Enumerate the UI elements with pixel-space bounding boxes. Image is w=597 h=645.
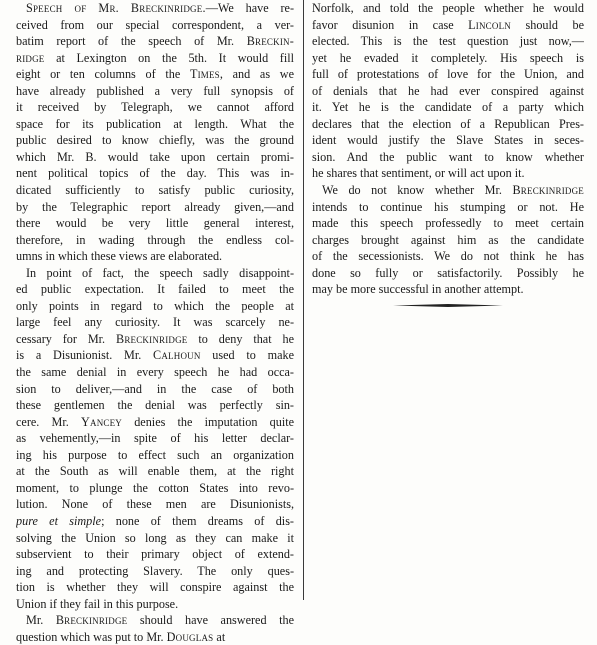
text-line (16, 50, 294, 67)
text-run: nent political topics of the day. This was in- (16, 166, 294, 181)
text-line (16, 215, 294, 232)
text-line (16, 530, 294, 547)
text-run: In point of fact, the speech sadly disappoint- (26, 265, 294, 280)
text-line (16, 149, 294, 166)
text-line (16, 480, 294, 497)
text-line (312, 132, 584, 149)
small-caps-text: ridge (16, 50, 45, 65)
text-line (312, 99, 584, 116)
text-line (16, 397, 294, 414)
text-run: Union if they fail in this purpose. (16, 596, 179, 611)
text-line (312, 0, 584, 17)
text-run: cere. Mr. (16, 414, 81, 429)
text-run: ed public expectation. It failed to meet the (16, 282, 294, 297)
text-line (16, 414, 294, 431)
text-line (16, 232, 294, 249)
text-line (16, 612, 294, 629)
text-line (16, 248, 294, 265)
text-run: solving the Union so long as they can make it (16, 530, 294, 545)
text-line (16, 546, 294, 563)
text-run: which Mr. B. would take upon certain promi- (16, 149, 294, 164)
small-caps-text: Lincoln (468, 17, 511, 32)
text-run: batim report of the speech of Mr. (16, 34, 247, 49)
text-run: at the South as will enable them, at the right (16, 464, 294, 479)
text-run: Mr. (26, 613, 56, 628)
text-run: should have answered the (127, 613, 294, 628)
text-line (16, 0, 294, 17)
text-line (312, 66, 584, 83)
text-run: done so fully or satisfactorily. Possibly he (312, 265, 584, 280)
small-caps-text: Breckin- (246, 34, 294, 49)
text-line (312, 149, 584, 166)
text-run: question which was put to Mr. (16, 629, 167, 644)
text-run: intends to continue his stumping or not. He (312, 199, 584, 214)
text-run: We do not know whether Mr. (322, 183, 513, 198)
text-run: ceived from our special correspondent, a ver- (16, 17, 294, 32)
text-run: as vehemently,—in spite of his letter declar- (16, 431, 294, 446)
text-run: tion is whether they will conspire against the (16, 580, 294, 595)
text-run: may be more successful in another attempt. (312, 282, 524, 297)
text-run: therefore, in wading through the endless col- (16, 232, 294, 247)
text-run: of the secessionists. We do not think he has (312, 249, 584, 264)
text-run: it received by Telegraph, we cannot afford (16, 100, 294, 115)
text-run: ; none of them dreams of dis- (101, 513, 294, 528)
text-line (16, 99, 294, 116)
text-run: moment, to plunge the cotton States into revo- (16, 480, 294, 495)
text-line (312, 165, 584, 182)
text-line (312, 50, 584, 67)
text-run: at (213, 629, 226, 644)
text-line (312, 281, 584, 298)
text-line (312, 199, 584, 216)
text-line (312, 232, 584, 249)
text-line (16, 265, 294, 282)
text-run: at Lexington on the 5th. It would fill (44, 50, 294, 65)
text-run: only points in regard to which the people at (16, 298, 294, 313)
text-line (16, 281, 294, 298)
text-line (312, 116, 584, 133)
text-line (312, 215, 584, 232)
text-line (16, 381, 294, 398)
text-line (16, 629, 294, 645)
small-caps-text: Calhoun (153, 348, 201, 363)
text-line (16, 496, 294, 513)
text-line (16, 563, 294, 580)
text-line (16, 331, 294, 348)
text-run: ing his purpose to effect such an organization (16, 447, 294, 462)
text-run: large feel any curiosity. It was scarcely ne- (16, 315, 294, 330)
text-run: denies the imputation quite (122, 414, 294, 429)
small-caps-text: Douglas (166, 629, 214, 644)
text-line (312, 265, 584, 282)
text-run: charges brought against him as the candidate (312, 232, 584, 247)
small-caps-text: Breckinridge (115, 331, 188, 346)
text-run: of denials that he had ever conspired against (312, 83, 584, 98)
small-caps-text: Breckinridge (55, 613, 128, 628)
text-run: yet he evaded it completely. His speech is (312, 50, 584, 65)
text-run: ing and protecting Slavery. The only ques- (16, 563, 294, 578)
end-of-article-rule (393, 304, 503, 307)
text-run: space for its publication at length. What the (16, 116, 294, 131)
text-line (16, 364, 294, 381)
text-line (16, 132, 294, 149)
text-run: these gentlemen the denial was perfectly sin- (16, 398, 294, 413)
text-line (16, 165, 294, 182)
text-line (16, 596, 294, 613)
text-line (16, 579, 294, 596)
text-run: should be (510, 17, 584, 32)
text-run: sion to deliver,—and in the case of both (16, 381, 294, 396)
text-line (16, 199, 294, 216)
text-run: made this speech professedly to meet certain (312, 216, 584, 231)
text-run: favor disunion in case (312, 17, 469, 32)
text-run: sion. And the public want to know whether (312, 149, 584, 164)
column-divider (303, 0, 304, 600)
text-run: elected. This is the test question just now,— (312, 34, 584, 49)
text-run: have already published a very full synopsis of (16, 83, 294, 98)
small-caps-text: Speech of Mr. Breckinridge. (26, 1, 206, 15)
small-caps-text: Breckinridge (512, 183, 584, 198)
text-run: by the Telegraphic report already given,—and (16, 199, 294, 214)
small-caps-text: Times (189, 67, 220, 82)
text-line (16, 463, 294, 480)
text-run: subservient to their primary object of extend- (16, 547, 294, 562)
text-run: it. Yet he is the candidate of a party which (312, 100, 584, 115)
italic-text: pure et simple (16, 513, 102, 528)
text-run: Norfolk, and told the people whether he would (312, 1, 584, 15)
text-run: lution. None of these men are Disunionists, (16, 497, 294, 512)
text-run: is a Disunionist. Mr. (16, 348, 154, 363)
text-run: declares that the election of a Republican Pres- (312, 116, 584, 131)
text-run: dicated sufficiently to satisfy public curiosity, (16, 183, 294, 198)
text-line (312, 248, 584, 265)
text-line (16, 298, 294, 315)
text-run: cessary for Mr. (16, 331, 116, 346)
text-line (16, 513, 294, 530)
text-line (16, 33, 294, 50)
text-line (16, 116, 294, 133)
text-run: , and as we (219, 67, 294, 82)
text-run: full of protestations of love for the Union, and (312, 67, 584, 82)
text-line (16, 447, 294, 464)
text-run: —We have re- (205, 1, 294, 15)
text-line (312, 33, 584, 50)
text-run: umns in which these views are elaborated. (16, 249, 223, 264)
text-run: used to make (200, 348, 294, 363)
text-line (16, 182, 294, 199)
right-column (312, 0, 584, 307)
text-line (16, 314, 294, 331)
text-line (16, 83, 294, 100)
text-run: there would be very little general interest, (16, 216, 294, 231)
text-line (16, 66, 294, 83)
text-line (312, 83, 584, 100)
left-column (16, 0, 294, 645)
small-caps-text: Yancey (81, 414, 123, 429)
text-line (16, 430, 294, 447)
text-line (312, 182, 584, 199)
text-run: to deny that he (187, 331, 294, 346)
text-line (16, 347, 294, 364)
text-line (16, 17, 294, 34)
text-run: public desired to know chiefly, was the ground (16, 133, 294, 148)
text-run: the same denial in every speech he had occa- (16, 365, 294, 380)
text-run: he shares that sentiment, or will act upon it. (312, 166, 525, 181)
text-line (312, 17, 584, 34)
text-run: ident would justify the Slave States in seces- (312, 133, 584, 148)
text-run: eight or ten columns of the (16, 67, 190, 82)
